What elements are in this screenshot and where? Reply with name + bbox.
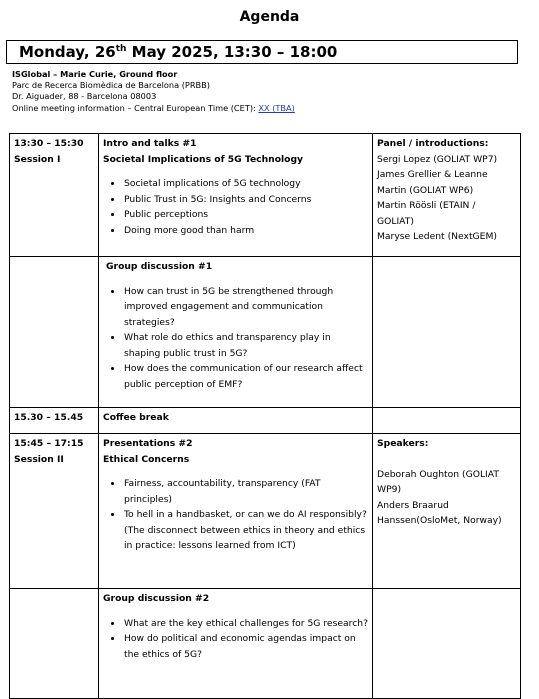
venue-line: Dr. Aiguader, 88 - Barcelona 08003: [12, 91, 157, 102]
empty-cell: [10, 589, 99, 699]
list-item: • Public perceptions: [123, 207, 369, 223]
session-1-row: [10, 134, 521, 257]
online-info: [12, 103, 295, 114]
date-ordinal: th: [115, 44, 127, 54]
group-discussion-heading: Group discussion #1: [106, 261, 213, 272]
speakers-list: [377, 467, 517, 529]
coffee-label: Coffee break: [103, 412, 169, 423]
empty-cell: [373, 408, 521, 434]
group-discussion-heading: Group discussion #2: [103, 593, 210, 604]
panel-line: Sergi Lopez (GOLIAT WP7): [377, 153, 498, 165]
session-2-row: [10, 434, 521, 589]
speaker-line: Hanssen(OsloMet, Norway): [377, 515, 502, 526]
date-banner: [6, 40, 518, 64]
venue-name: ISGlobal – Marie Curie, Ground floor: [12, 69, 178, 79]
list-item: • How can trust in 5G be strengthened through improved engagement and communication strategies?: [123, 284, 369, 331]
session-2-content-cell: [99, 434, 373, 589]
venue-line: Parc de Recerca Biomèdica de Barcelona (PRBB): [12, 80, 210, 91]
session-1-topics: [103, 176, 369, 238]
speaker-line: WP9): [377, 484, 402, 495]
session-1-time-cell: [10, 134, 99, 257]
coffee-time: 15.30 – 15.45: [14, 412, 84, 423]
panel-line: Maryse Ledent (NextGEM): [377, 231, 497, 242]
session-time: 15:45 – 17:15: [14, 438, 84, 449]
date-rest: May 2025, 13:30 – 18:00: [126, 43, 338, 61]
panel-line: Martin Röösli (ETAIN /: [377, 200, 476, 211]
session-heading: Intro and talks #1: [103, 138, 197, 149]
coffee-label-cell: [99, 408, 373, 434]
session-time: 13:30 – 15:30: [14, 138, 84, 149]
date-day: Monday, 26: [19, 43, 116, 61]
list-item: • How does the communication of our research affect public perception of EMF?: [123, 361, 369, 392]
list-item: • What are the key ethical challenges for 5G research?: [123, 616, 369, 632]
speaker-line: Deborah Oughton (GOLIAT: [377, 468, 499, 480]
list-item: • What role do ethics and transparency play in shaping public trust in 5G?: [123, 330, 369, 361]
list-item: • Societal implications of 5G technology: [123, 176, 369, 192]
session-2-time-cell: [10, 434, 99, 589]
group-discussion-2-questions: [103, 616, 369, 663]
session-2-topics: [103, 476, 369, 554]
list-item: • Fairness, accountability, transparency (FAT principles): [123, 476, 369, 507]
panel-heading: Panel / introductions:: [377, 138, 489, 149]
empty-cell: [10, 257, 99, 408]
coffee-time-cell: [10, 408, 99, 434]
speakers-heading: Speakers:: [377, 438, 429, 449]
list-item: • To hell in a handbasket, or can we do AI responsibly? (The disconnect between ethics in theory and ethics in practice: lessons learned from ICT): [123, 507, 369, 554]
session-1-content-cell: [99, 134, 373, 257]
panel-line: James Grellier & Leanne: [377, 169, 488, 180]
session-heading: Presentations #2: [103, 438, 193, 449]
session-1-panel-cell: [373, 134, 521, 257]
agenda-table: [9, 133, 521, 699]
group-discussion-2-cell: [99, 589, 373, 699]
panel-line: GOLIAT): [377, 215, 414, 227]
list-item: • Public Trust in 5G: Insights and Concerns: [123, 192, 369, 208]
group-discussion-1-questions: [103, 284, 369, 393]
empty-cell: [373, 589, 521, 699]
session-subheading: Societal Implications of 5G Technology: [103, 153, 304, 165]
list-item: • Doing more good than harm: [123, 223, 369, 239]
session-label: Session I: [14, 153, 61, 165]
list-item: • How do political and economic agendas impact on the ethics of 5G?: [123, 631, 369, 662]
group-discussion-1-cell: [99, 257, 373, 408]
empty-cell: [373, 257, 521, 408]
group-discussion-1-row: [10, 257, 521, 408]
online-meeting-link[interactable]: XX (TBA): [258, 102, 295, 113]
online-prefix: Online meeting information – Central European Time (CET):: [12, 102, 259, 113]
agenda-title: Agenda: [239, 9, 300, 25]
venue-info: [12, 69, 295, 114]
speaker-line: Anders Braarud: [377, 499, 449, 511]
session-subheading: Ethical Concerns: [103, 453, 190, 465]
session-2-speakers-cell: [373, 434, 521, 589]
group-discussion-2-row: [10, 589, 521, 699]
panel-line: Martin (GOLIAT WP6): [377, 184, 474, 196]
session-label: Session II: [14, 453, 64, 465]
coffee-break-row: [10, 408, 521, 434]
